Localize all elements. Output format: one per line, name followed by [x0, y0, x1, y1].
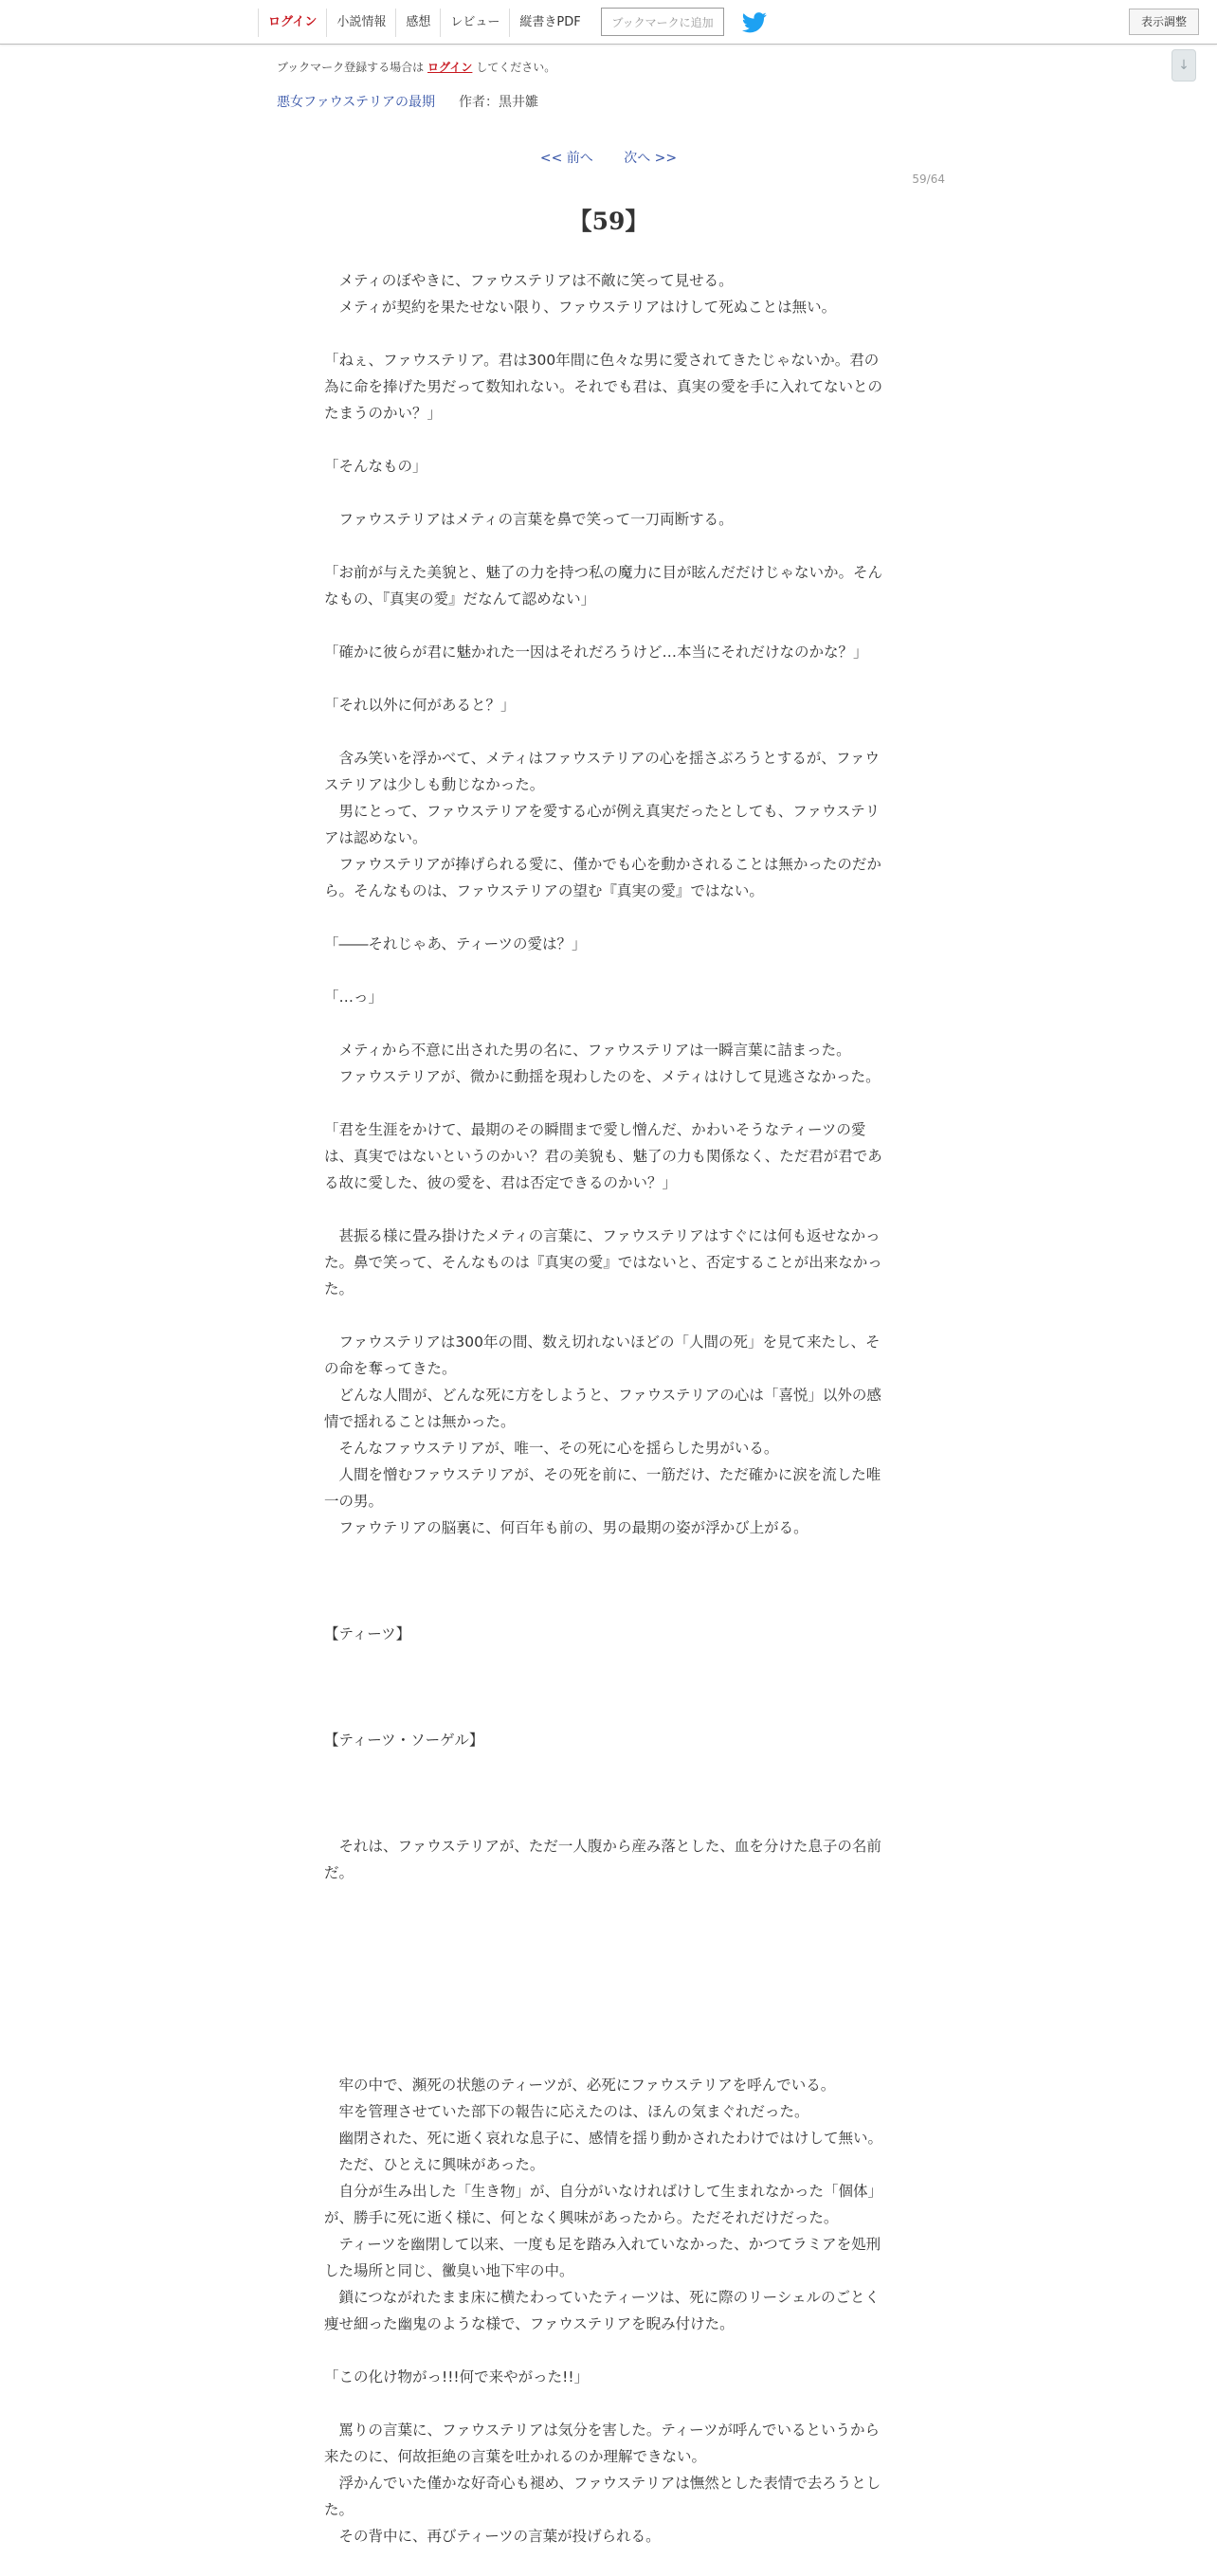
body-paragraph: それは、ファウステリアが、ただ一人腹から産み落とした、血を分けた息子の名前だ。	[324, 1838, 881, 1881]
body-paragraph: 「ねぇ、ファウステリア。君は300年間に色々な男に愛されてきたじゃないか。君の為に命を捧げた男だって数知れない。それでも君は、真実の愛を手に入れてないとのたまうのかい？」	[324, 352, 883, 422]
body-paragraph: 【ティーツ・ソーゲル】	[324, 1732, 484, 1749]
bookmark-login-notice	[277, 59, 555, 75]
body-paragraph	[324, 1966, 893, 1992]
add-bookmark-button[interactable]: ブックマークに追加	[601, 8, 724, 36]
chapter-pager	[0, 148, 1217, 167]
body-paragraph: 「この化け物がっ!!!何で来やがった!!」	[324, 2368, 590, 2386]
body-paragraph: メティのぼやきに、ファウステリアは不敵に笑って見せる。 メティが契約を果たせない限り、ファウステリアはけして死ぬことは無い。	[338, 272, 837, 316]
notice-text-after: してください。	[476, 61, 556, 74]
body-paragraph	[324, 2019, 893, 2045]
body-paragraph	[324, 1568, 893, 1594]
body-paragraph	[324, 1780, 893, 1806]
display-settings-button[interactable]: 表示調整	[1129, 9, 1199, 35]
body-paragraph: 「――それじゃあ、ティーツの愛は？」	[324, 935, 587, 952]
body-paragraph: 含み笑いを浮かべて、メティはファウステリアの心を揺さぶろうとするが、ファウステリアは少しも動じなかった。 男にとって、ファウステリアを愛する心が例え真実だったとしても、ファウステリアは認めない。 ファウステリアが捧げられる愛に、僅かでも心を動かされることは無かったのだから。そんなものは、ファウステリアの望む『真実の愛』ではない。	[324, 750, 881, 899]
notice-login-link[interactable]: ログイン	[427, 61, 473, 74]
body-paragraph: メティから不意に出された男の名に、ファウステリアは一瞬言葉に詰まった。 ファウステリアが、微かに動揺を現わしたのを、メティはけして見逃さなかった。	[338, 1042, 881, 1085]
body-paragraph: 甚振る様に畳み掛けたメティの言葉に、ファウステリアはすぐには何も返せなかった。鼻で笑って、そんなものは『真実の愛』ではないと、否定することが出来なかった。	[324, 1227, 882, 1297]
notice-text-before: ブックマーク登録する場合は	[277, 61, 425, 74]
nav-vertical-pdf-link[interactable]: 縦書きPDF	[509, 9, 590, 37]
body-paragraph: 【ティーツ】	[324, 1625, 411, 1642]
nav-login-link[interactable]: ログイン	[258, 9, 326, 37]
body-paragraph: ファウステリアは300年の間、数え切れないほどの「人間の死」を見て来たし、その命を奪ってきた。 どんな人間が、どんな死に方をしようと、ファウステリアの心は「喜悦」以外の感情で揺れることは無かった。 そんなファウステリアが、唯一、その死に心を揺らした男がいる。 人間を憎むファウステリアが、その死を前に、一筋だけ、ただ確かに涙を流した唯一の男。 ファウテリアの脳裏に、何百年も前の、男の最期の姿が浮かび上がる。	[324, 1333, 881, 1536]
chapter-body	[324, 267, 893, 2576]
scroll-down-button[interactable]: ↓	[1172, 49, 1196, 82]
top-navigation-bar	[0, 0, 1217, 45]
body-paragraph: 罵りの言葉に、ファウステリアは気分を害した。ティーツが呼んでいるというから来たのに、何故拒絶の言葉を吐かれるのか理解できない。 浮かんでいた僅かな好奇心も褪め、ファウステリアは憮然とした表情で去ろうとした。 その背中に、再びティーツの言葉が投げられる。	[324, 2422, 881, 2545]
body-paragraph: 「確かに彼らが君に魅かれた一因はそれだろうけど…本当にそれだけなのかな？」	[324, 644, 868, 661]
author-name: 作者：黒井雛	[459, 95, 538, 110]
body-paragraph: 「それ以外に何があると？」	[324, 697, 516, 714]
chapter-title: 【59】	[568, 208, 649, 235]
body-paragraph: 「君を生涯をかけて、最期のその瞬間まで愛し憎んだ、かわいそうなティーツの愛は、真実ではないというのかい？君の美貌も、魅了の力も関係なく、ただ君が君である故に愛した、彼の愛を、君は否定できるのかい？」	[324, 1121, 882, 1191]
body-paragraph: 「お前が与えた美貌と、魅了の力を持つ私の魔力に目が眩んだだけじゃないか。そんなもの、『真実の愛』だなんて認めない」	[324, 564, 883, 608]
next-chapter-link[interactable]: 次へ >>	[624, 151, 678, 166]
novel-title-link[interactable]: 悪女ファウステリアの最期	[277, 95, 436, 110]
prev-chapter-link[interactable]: << 前へ	[539, 151, 593, 166]
page-count: 59/64	[912, 172, 945, 186]
body-paragraph	[324, 1674, 893, 1700]
nav-impressions-link[interactable]: 感想	[395, 9, 440, 37]
twitter-bird-icon[interactable]	[741, 12, 768, 33]
body-paragraph	[324, 1913, 893, 1939]
body-paragraph: 「そんなもの」	[324, 458, 427, 475]
body-paragraph: 牢の中で、瀕死の状態のティーツが、必死にファウステリアを呼んでいる。 牢を管理させていた部下の報告に応えたのは、ほんの気まぐれだった。 幽閉された、死に逝く哀れな息子に、感情を揺り動かされたわけではけして無い。 ただ、ひとえに興味があった。 自分が生み出した「生き物」が、自分がいなければけして生まれなかった「個体」が、勝手に死に逝く様に、何となく興味があったから。ただそれだけだった。 ティーツを幽閉して以来、一度も足を踏み入れていなかった、かつてラミアを処刑した場所と同じ、黴臭い地下牢の中。 鎖につながれたまま床に横たわっていたティーツは、死に際のリーシェルのごとく痩せ細った幽鬼のような様で、ファウステリアを睨み付けた。	[324, 2077, 883, 2332]
nav-menu	[258, 9, 590, 37]
nav-review-link[interactable]: レビュー	[440, 9, 509, 37]
nav-novel-info-link[interactable]: 小説情報	[326, 9, 395, 37]
body-paragraph: 「…っ」	[324, 989, 384, 1006]
body-paragraph: ファウステリアはメティの言葉を鼻で笑って一刀両断する。	[324, 511, 734, 528]
